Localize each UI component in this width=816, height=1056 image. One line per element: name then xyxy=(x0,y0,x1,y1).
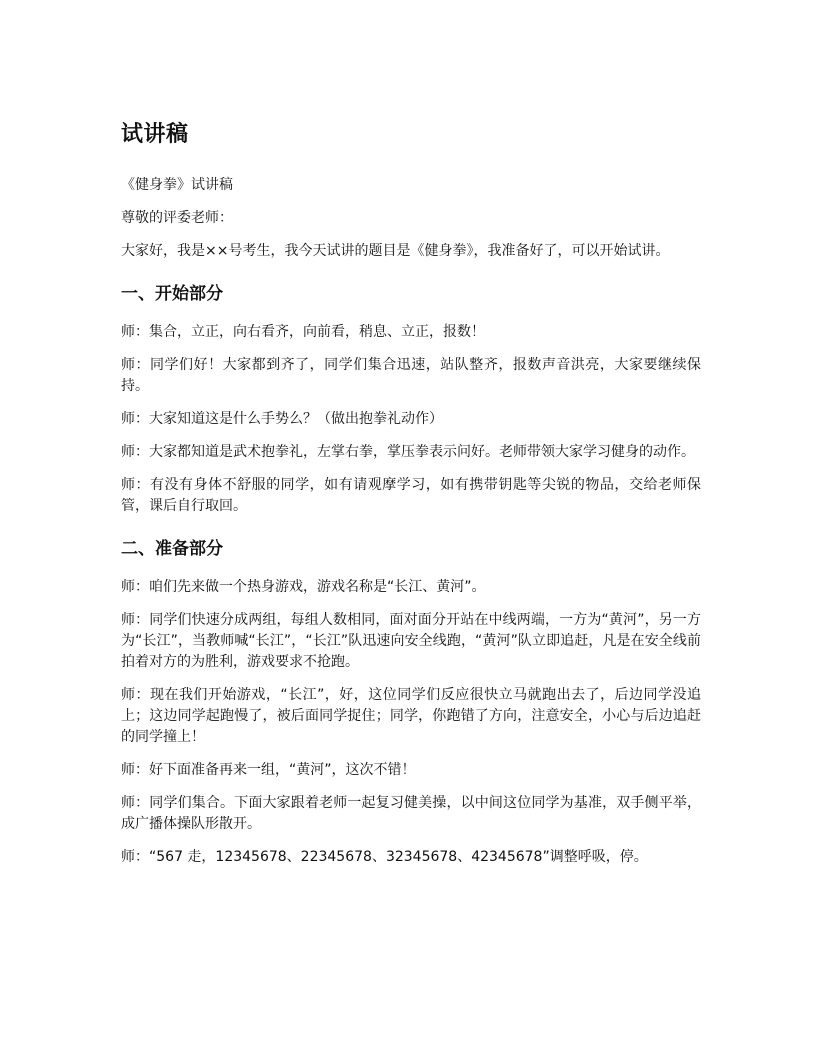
section1-paragraph-1: 师：集合，立正，向右看齐，向前看，稍息、立正，报数！ xyxy=(121,324,485,340)
intro-paragraph-3: 大家好，我是××号考生，我今天试讲的题目是《健身拳》，我准备好了，可以开始试讲。 xyxy=(121,243,670,259)
section2-paragraph-1: 师：咱们先来做一个热身游戏，游戏名称是“长江、黄河”。 xyxy=(121,579,486,595)
section2-paragraph-3: 师：现在我们开始游戏，“长江”，好，这位同学们反应很快立马就跑出去了，后边同学没追上；这边同学起跑慢了，被后面同学捉住；同学，你跑错了方向，注意安全，小心与后边追赶的同学撞上！ xyxy=(121,687,701,745)
document-page xyxy=(121,120,701,880)
section2-paragraph-6: 师：“567 走，12345678、22345678、32345678、42345678”调整呼吸，停。 xyxy=(121,849,648,865)
section1-paragraph-5: 师：有没有身体不舒服的同学，如有请观摩学习，如有携带钥匙等尖锐的物品，交给老师保管，课后自行取回。 xyxy=(121,477,701,514)
intro-paragraph-2: 尊敬的评委老师： xyxy=(121,210,233,226)
section2-paragraph-4: 师：好下面准备再来一组，“黄河”，这次不错！ xyxy=(121,762,416,778)
section2-paragraph-2: 师：同学们快速分成两组，每组人数相同，面对面分开站在中线两端，一方为“黄河”，另一方为“长江”，当教师喊“长江”，“长江”队迅速向安全线跑，“黄河”队立即追赶，凡是在安全线前拍着对方的为胜利，游戏要求不抢跑。 xyxy=(121,612,701,670)
document-title: 试讲稿 xyxy=(121,122,189,147)
section1-paragraph-3: 师：大家知道这是什么手势么？（做出抱拳礼动作） xyxy=(121,411,443,427)
section-heading-prepare: 二、准备部分 xyxy=(121,539,223,559)
section-heading-start: 一、开始部分 xyxy=(121,284,223,304)
section1-paragraph-2: 师：同学们好！大家都到齐了，同学们集合迅速，站队整齐，报数声音洪亮，大家要继续保持。 xyxy=(121,357,701,394)
intro-paragraph-1: 《健身拳》试讲稿 xyxy=(121,177,233,193)
section2-paragraph-5: 师：同学们集合。下面大家跟着老师一起复习健美操，以中间这位同学为基准，双手侧平举，成广播体操队形散开。 xyxy=(121,795,701,832)
section1-paragraph-4: 师：大家都知道是武术抱拳礼，左掌右拳，掌压拳表示问好。老师带领大家学习健身的动作。 xyxy=(121,444,695,460)
